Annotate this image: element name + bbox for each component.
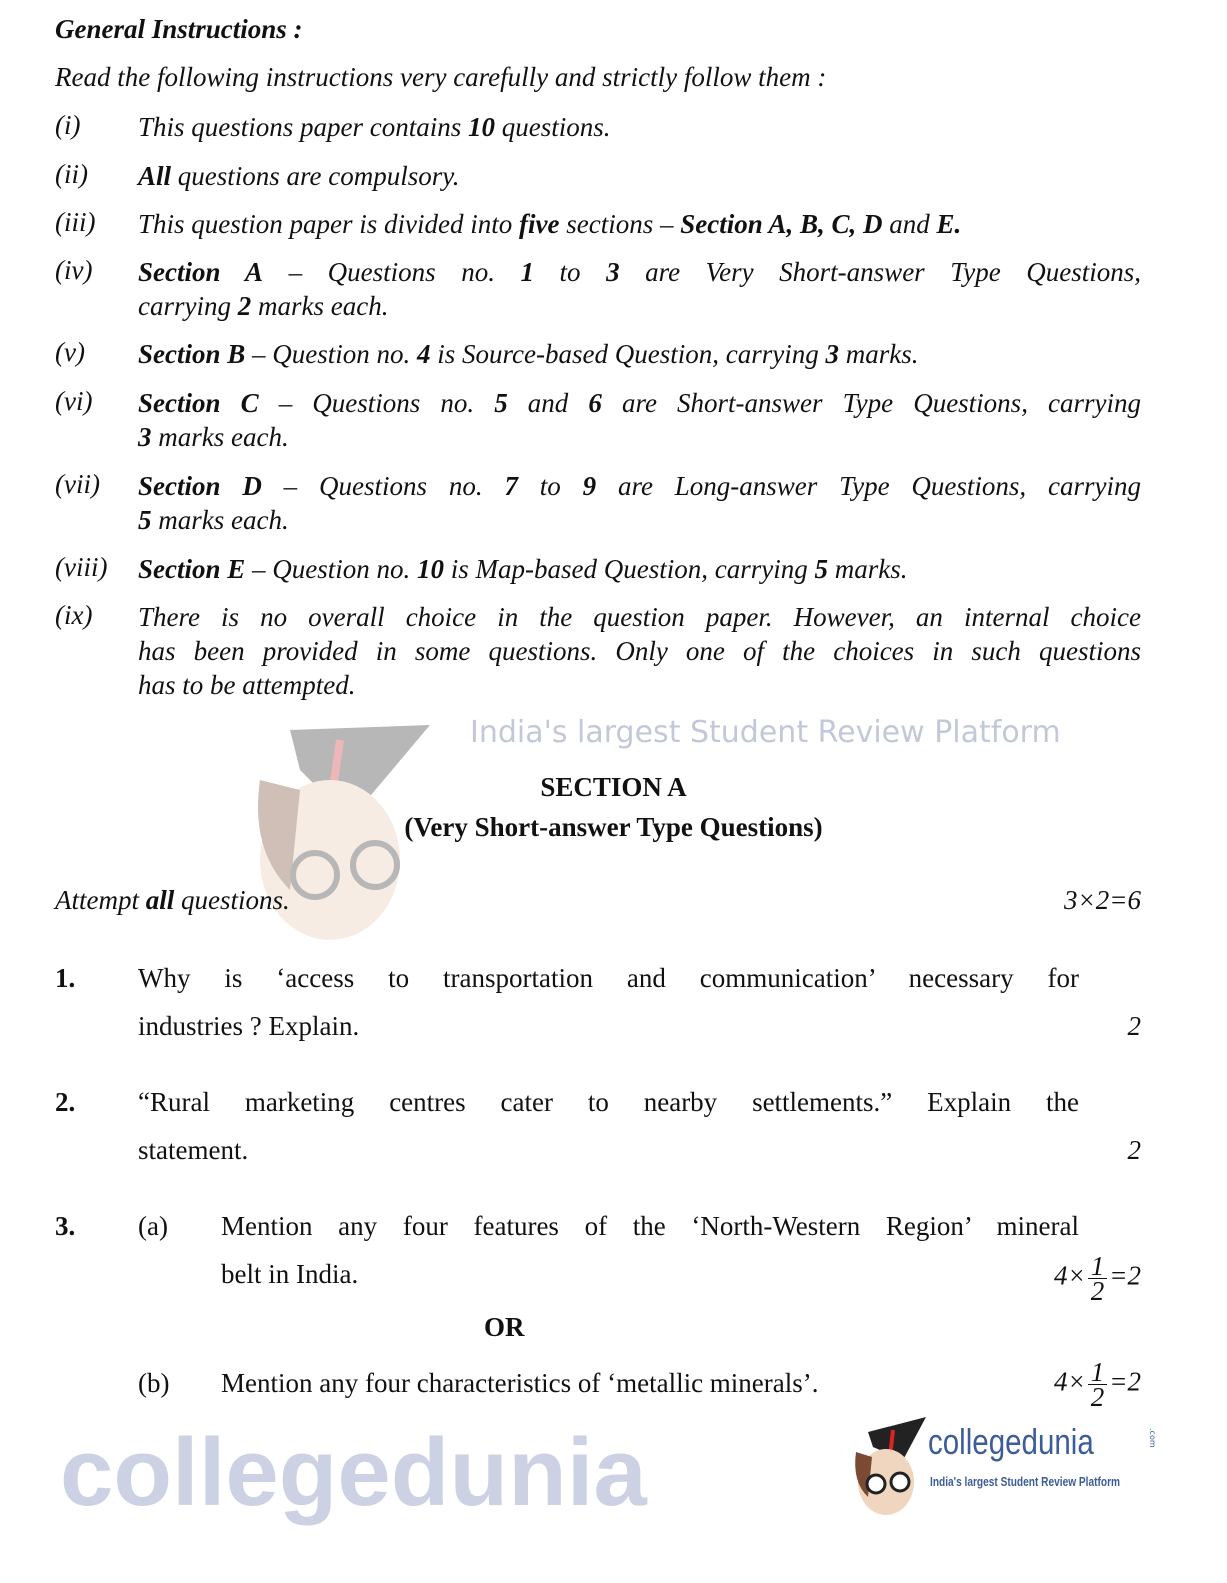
instruction-item <box>55 337 1141 371</box>
instruction-bold-text: All <box>138 161 172 191</box>
watermark-brand: collegedunia <box>60 1419 647 1526</box>
instruction-line <box>138 552 1141 586</box>
instruction-text: – Question no. <box>245 339 418 369</box>
instruction-bold-text: Section C <box>138 388 259 418</box>
instruction-line <box>138 289 1141 323</box>
instruction-line <box>138 255 1141 289</box>
marks-multiplier: 4× <box>1054 1366 1086 1397</box>
instruction-text: This question paper is divided into <box>138 209 519 239</box>
instruction-item <box>55 159 1141 193</box>
instruction-text: are Short-answer Type Questions, carrying <box>601 388 1142 418</box>
instruction-bold-text: Section D <box>138 471 262 501</box>
instruction-item <box>55 600 1141 702</box>
instruction-bold-text: 1 <box>520 257 534 287</box>
attempt-text: Attempt <box>55 885 146 915</box>
instruction-bold-text: 7 <box>504 471 518 501</box>
section-total-marks: 3×2=6 <box>1064 885 1141 915</box>
instruction-bold-text: 10 <box>468 112 496 142</box>
instruction-text: questions are compulsory. <box>171 161 460 191</box>
option-b-label: (b) <box>138 1368 170 1398</box>
instruction-text: – Questions no. <box>263 257 521 287</box>
logo-com: .com <box>1148 1428 1157 1448</box>
option-a-marks <box>1054 1251 1141 1306</box>
instruction-bold-text: 6 <box>588 388 602 418</box>
fraction <box>1088 1251 1108 1306</box>
question-marks: 2 <box>1127 1135 1141 1165</box>
section-title: SECTION A <box>540 772 687 802</box>
option-b-text: Mention any four characteristics of ‘metallic minerals’. <box>221 1368 819 1398</box>
instruction-text: marks each. <box>151 505 289 535</box>
instruction-line <box>138 600 1141 634</box>
marks-result: =2 <box>1109 1366 1141 1397</box>
instruction-bold-text: 5 <box>494 388 508 418</box>
instruction-bold-text: Section E <box>138 554 246 584</box>
question-1 <box>55 954 1141 1050</box>
instruction-line <box>138 503 1141 537</box>
instruction-line <box>138 159 1141 193</box>
fraction <box>1088 1357 1108 1412</box>
instruction-bold-text: Section B <box>138 339 246 369</box>
instruction-bold-text: 9 <box>582 471 597 501</box>
fraction-denominator: 2 <box>1090 1276 1105 1306</box>
instruction-text: There is no overall choice in the question paper. However, an internal choice <box>138 602 1141 632</box>
option-a-label: (a) <box>138 1211 168 1241</box>
fraction-numerator: 1 <box>1088 1360 1108 1385</box>
watermark-tagline: India's largest Student Review Platform <box>470 715 1061 750</box>
instruction-text: marks. <box>827 554 908 584</box>
collegedunia-tagline: India's largest Student Review Platform <box>930 1474 1121 1489</box>
instruction-text: to <box>517 471 583 501</box>
instruction-line <box>138 420 1141 454</box>
instruction-text: and <box>507 388 589 418</box>
instruction-item <box>55 255 1141 323</box>
instruction-number: (v) <box>55 337 85 367</box>
instruction-bold-text: Section A <box>138 257 264 287</box>
instruction-number: (i) <box>55 110 81 140</box>
instruction-item <box>55 552 1141 586</box>
option-a-text: Mention any four features of the ‘North-Western Region’ mineral <box>221 1211 1079 1241</box>
instructions-intro: Read the following instructions very carefully and strictly follow them : <box>55 62 827 92</box>
instruction-text: This questions paper contains <box>138 112 469 142</box>
instruction-bold-text: 10 <box>417 554 445 584</box>
instruction-bold-text: 3 <box>606 257 620 287</box>
instruction-number: (ix) <box>55 600 93 630</box>
question-marks: 2 <box>1127 1011 1141 1041</box>
instruction-text: are Long-answer Type Questions, carrying <box>596 471 1141 501</box>
question-text: Why is ‘access to transportation and communication’ necessary for <box>138 963 1079 993</box>
question-text: industries ? Explain. <box>138 1011 360 1041</box>
instruction-text: sections – <box>559 209 681 239</box>
collegedunia-logo: collegedunia <box>928 1421 1094 1462</box>
instruction-number: (vi) <box>55 386 93 416</box>
attempt-bold: all <box>145 885 175 915</box>
instruction-text: are Very Short-answer Type Questions, <box>619 257 1141 287</box>
instruction-number: (iv) <box>55 255 93 285</box>
marks-multiplier: 4× <box>1054 1260 1086 1291</box>
instruction-item <box>55 110 1141 144</box>
instruction-text: marks each. <box>251 291 389 321</box>
fraction-numerator: 1 <box>1088 1254 1108 1279</box>
attempt-text-end: questions. <box>174 885 290 915</box>
instruction-text: has been provided in some questions. Only one of the choices in such questions <box>138 636 1141 666</box>
instruction-item <box>55 469 1141 537</box>
instruction-bold-text: 3 <box>138 422 152 452</box>
collegedunia-mascot-icon <box>848 1412 930 1517</box>
instruction-text: marks. <box>838 339 919 369</box>
option-b-marks <box>1054 1357 1141 1412</box>
question-text: “Rural marketing centres cater to nearby settlements.” Explain the <box>138 1087 1079 1117</box>
instruction-text: marks each. <box>151 422 289 452</box>
option-a-text: belt in India. <box>221 1259 359 1289</box>
instruction-number: (ii) <box>55 159 88 189</box>
question-2 <box>55 1078 1141 1174</box>
section-subtitle: (Very Short-answer Type Questions) <box>404 812 823 842</box>
question-number: 2. <box>55 1087 76 1117</box>
instruction-text: to <box>533 257 607 287</box>
instruction-number: (vii) <box>55 469 100 499</box>
instruction-bold-text: E. <box>936 209 962 239</box>
question-text: statement. <box>138 1135 249 1165</box>
instruction-text: – Questions no. <box>261 471 505 501</box>
fraction-denominator: 2 <box>1090 1382 1105 1412</box>
instruction-text: questions. <box>495 112 611 142</box>
instruction-line <box>138 110 1141 144</box>
instruction-text: – Questions no. <box>258 388 495 418</box>
instruction-line <box>138 668 1141 702</box>
instruction-text: – Question no. <box>245 554 418 584</box>
instruction-bold-text: five <box>519 209 560 239</box>
instruction-line <box>138 469 1141 503</box>
marks-result: =2 <box>1109 1260 1141 1291</box>
instruction-text: and <box>882 209 937 239</box>
instructions-title: General Instructions : <box>55 14 303 44</box>
instruction-text: is Source-based Question, carrying <box>430 339 826 369</box>
instruction-bold-text: 2 <box>237 291 252 321</box>
instruction-item <box>55 386 1141 454</box>
instruction-bold-text: 5 <box>814 554 828 584</box>
instruction-line <box>138 634 1141 668</box>
instruction-number: (iii) <box>55 207 96 237</box>
question-number: 3. <box>55 1211 76 1241</box>
or-divider: OR <box>484 1312 525 1342</box>
instruction-bold-text: 3 <box>825 339 839 369</box>
instruction-item <box>55 207 1141 241</box>
attempt-instruction <box>55 885 290 916</box>
instruction-line <box>138 337 1141 371</box>
instruction-bold-text: Section A, B, C, D <box>680 209 883 239</box>
question-number: 1. <box>55 963 76 993</box>
instruction-bold-text: 4 <box>417 339 431 369</box>
instruction-line <box>138 386 1141 420</box>
instruction-text: is Map-based Question, carrying <box>444 554 815 584</box>
instruction-text: has to be attempted. <box>138 670 356 700</box>
instruction-text: carrying <box>138 291 238 321</box>
question-3 <box>55 1202 1141 1412</box>
instruction-bold-text: 5 <box>138 505 152 535</box>
instruction-number: (viii) <box>55 552 108 582</box>
instruction-line <box>138 207 1141 241</box>
